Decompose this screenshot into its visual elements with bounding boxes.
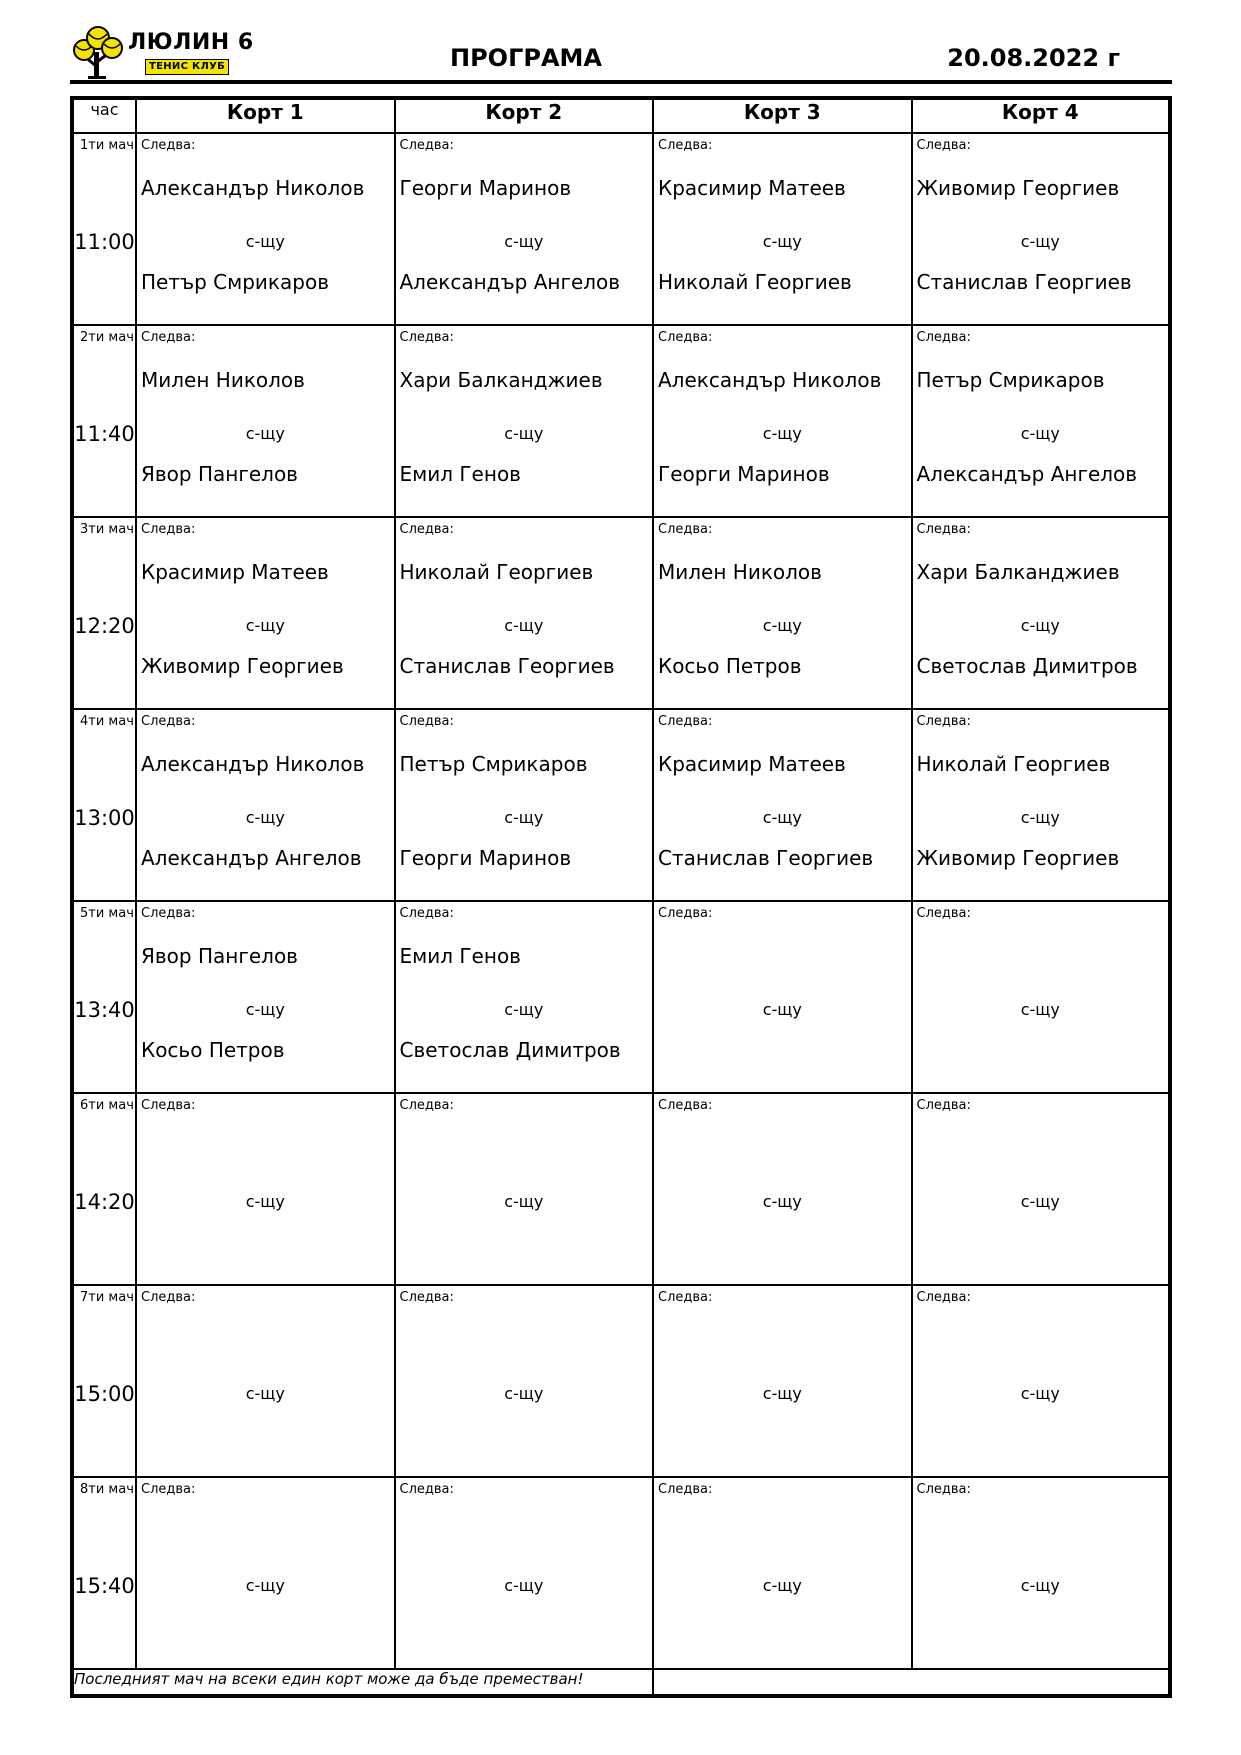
versus-label: с-щу <box>504 1576 544 1595</box>
next-label: Следва: <box>141 906 196 921</box>
versus-label: с-щу <box>504 616 544 635</box>
player-one-name: Красимир Матеев <box>141 560 329 584</box>
versus-label: с-щу <box>504 1000 544 1019</box>
versus-label: с-щу <box>762 1000 802 1019</box>
player-two-name: Николай Георгиев <box>658 270 852 294</box>
player-one-name: Петър Смрикаров <box>916 368 1105 392</box>
versus-label: с-щу <box>245 424 285 443</box>
player-two-name: Александър Ангелов <box>141 846 362 870</box>
versus-label: с-щу <box>245 1576 285 1595</box>
match-cell-court-1 <box>136 1285 395 1477</box>
versus-label: с-щу <box>762 424 802 443</box>
next-label: Следва: <box>399 1290 454 1305</box>
versus-label: с-щу <box>762 1192 802 1211</box>
match-number: 6ти мач <box>80 1098 134 1113</box>
match-time: 15:40 <box>74 1574 135 1598</box>
versus-label: с-щу <box>1020 1384 1060 1403</box>
match-cell-court-2 <box>395 1093 654 1285</box>
player-one-name: Александър Николов <box>658 368 882 392</box>
next-label: Следва: <box>141 522 196 537</box>
next-label: Следва: <box>658 138 713 153</box>
match-cell-court-2 <box>395 1285 654 1477</box>
club-logo <box>70 26 260 80</box>
tennis-ball-tree-icon <box>70 26 126 80</box>
player-two-name: Александър Ангелов <box>399 270 621 294</box>
versus-label: с-щу <box>504 1192 544 1211</box>
versus-label: с-щу <box>504 232 544 251</box>
schedule-body <box>72 133 1170 1669</box>
match-cell-court-3 <box>653 517 912 709</box>
next-label: Следва: <box>658 714 713 729</box>
match-cell-court-4 <box>912 1285 1171 1477</box>
match-time: 11:00 <box>74 230 135 254</box>
match-cell-court-3 <box>653 709 912 901</box>
next-label: Следва: <box>916 138 971 153</box>
next-label: Следва: <box>141 330 196 345</box>
match-cell-court-3 <box>653 325 912 517</box>
match-number: 2ти мач <box>80 330 134 345</box>
versus-label: с-щу <box>245 1384 285 1403</box>
match-time: 13:00 <box>74 806 135 830</box>
player-two-name: Косьо Петров <box>658 654 802 678</box>
match-cell-court-2 <box>395 901 654 1093</box>
match-time-cell <box>72 709 136 901</box>
player-one-name: Хари Балканджиев <box>916 560 1120 584</box>
versus-label: с-щу <box>245 616 285 635</box>
table-row <box>72 1477 1170 1669</box>
match-cell-court-1 <box>136 517 395 709</box>
match-time-cell <box>72 133 136 325</box>
next-label: Следва: <box>916 1290 971 1305</box>
table-row <box>72 1285 1170 1477</box>
court-header-2: Корт 2 <box>395 98 654 133</box>
next-label: Следва: <box>399 522 454 537</box>
next-label: Следва: <box>399 1098 454 1113</box>
table-row <box>72 517 1170 709</box>
table-row <box>72 1093 1170 1285</box>
versus-label: с-щу <box>245 232 285 251</box>
match-cell-court-4 <box>912 517 1171 709</box>
match-cell-court-4 <box>912 133 1171 325</box>
match-number: 7ти мач <box>80 1290 134 1305</box>
player-one-name: Николай Георгиев <box>399 560 594 584</box>
match-cell-court-2 <box>395 325 654 517</box>
match-cell-court-4 <box>912 709 1171 901</box>
player-two-name: Станислав Георгиев <box>658 846 874 870</box>
match-cell-court-4 <box>912 325 1171 517</box>
player-one-name: Красимир Матеев <box>658 752 846 776</box>
player-two-name: Георги Маринов <box>399 846 572 870</box>
table-row <box>72 325 1170 517</box>
match-cell-court-3 <box>653 1093 912 1285</box>
next-label: Следва: <box>658 522 713 537</box>
match-cell-court-1 <box>136 325 395 517</box>
next-label: Следва: <box>141 1482 196 1497</box>
page-title: ПРОГРАМА <box>450 44 602 72</box>
next-label: Следва: <box>141 1290 196 1305</box>
versus-label: с-щу <box>1020 1576 1060 1595</box>
player-one-name: Хари Балканджиев <box>399 368 603 392</box>
match-number: 5ти мач <box>80 906 134 921</box>
match-cell-court-1 <box>136 133 395 325</box>
match-time-cell <box>72 1093 136 1285</box>
player-two-name: Станислав Георгиев <box>916 270 1132 294</box>
player-two-name: Светослав Димитров <box>916 654 1138 678</box>
next-label: Следва: <box>916 906 971 921</box>
player-one-name: Петър Смрикаров <box>399 752 588 776</box>
versus-label: с-щу <box>1020 1000 1060 1019</box>
versus-label: с-щу <box>245 1000 285 1019</box>
next-label: Следва: <box>658 1482 713 1497</box>
player-two-name: Георги Маринов <box>658 462 830 486</box>
next-label: Следва: <box>141 138 196 153</box>
match-cell-court-3 <box>653 901 912 1093</box>
court-header-3: Корт 3 <box>653 98 912 133</box>
player-one-name: Милен Николов <box>141 368 305 392</box>
next-label: Следва: <box>916 714 971 729</box>
table-row <box>72 901 1170 1093</box>
versus-label: с-щу <box>762 616 802 635</box>
match-cell-court-2 <box>395 1477 654 1669</box>
match-time: 11:40 <box>74 422 135 446</box>
match-cell-court-2 <box>395 133 654 325</box>
player-one-name: Александър Николов <box>141 176 365 200</box>
player-two-name: Живомир Георгиев <box>141 654 344 678</box>
table-row <box>72 133 1170 325</box>
versus-label: с-щу <box>1020 616 1060 635</box>
match-number: 3ти мач <box>80 522 134 537</box>
schedule-table <box>70 96 1172 1698</box>
match-cell-court-4 <box>912 1477 1171 1669</box>
match-cell-court-1 <box>136 1093 395 1285</box>
player-two-name: Живомир Георгиев <box>916 846 1120 870</box>
next-label: Следва: <box>399 1482 454 1497</box>
next-label: Следва: <box>658 906 713 921</box>
versus-label: с-щу <box>504 808 544 827</box>
versus-label: с-щу <box>1020 424 1060 443</box>
next-label: Следва: <box>916 522 971 537</box>
player-one-name: Емил Генов <box>399 944 521 968</box>
next-label: Следва: <box>399 330 454 345</box>
versus-label: с-щу <box>245 808 285 827</box>
player-two-name: Станислав Георгиев <box>399 654 615 678</box>
versus-label: с-щу <box>504 424 544 443</box>
table-row <box>72 709 1170 901</box>
hour-column-header: час <box>72 98 136 133</box>
player-one-name: Явор Пангелов <box>141 944 298 968</box>
footer-row <box>72 1669 1170 1696</box>
footer-note: Последният мач на всеки един корт може да бъде преместван! <box>72 1669 653 1696</box>
versus-label: с-щу <box>1020 1192 1060 1211</box>
next-label: Следва: <box>658 330 713 345</box>
logo-name: ЛЮЛИН 6 <box>128 30 254 55</box>
next-label: Следва: <box>399 906 454 921</box>
match-cell-court-2 <box>395 709 654 901</box>
player-one-name: Милен Николов <box>658 560 822 584</box>
match-cell-court-4 <box>912 901 1171 1093</box>
versus-label: с-щу <box>762 1384 802 1403</box>
player-two-name: Явор Пангелов <box>141 462 298 486</box>
player-one-name: Красимир Матеев <box>658 176 846 200</box>
versus-label: с-щу <box>504 1384 544 1403</box>
match-cell-court-4 <box>912 1093 1171 1285</box>
match-number: 1ти мач <box>80 138 134 153</box>
match-number: 4ти мач <box>80 714 134 729</box>
match-number: 8ти мач <box>80 1482 134 1497</box>
versus-label: с-щу <box>1020 232 1060 251</box>
footer-empty-cell <box>653 1669 1170 1696</box>
header-row <box>72 98 1170 133</box>
match-time-cell <box>72 517 136 709</box>
match-cell-court-2 <box>395 517 654 709</box>
match-time: 13:40 <box>74 998 135 1022</box>
match-time: 15:00 <box>74 1382 135 1406</box>
match-cell-court-1 <box>136 1477 395 1669</box>
match-cell-court-1 <box>136 709 395 901</box>
next-label: Следва: <box>916 1482 971 1497</box>
match-cell-court-3 <box>653 133 912 325</box>
next-label: Следва: <box>658 1290 713 1305</box>
match-cell-court-1 <box>136 901 395 1093</box>
match-time-cell <box>72 901 136 1093</box>
next-label: Следва: <box>916 1098 971 1113</box>
match-cell-court-3 <box>653 1477 912 1669</box>
player-two-name: Петър Смрикаров <box>141 270 329 294</box>
player-one-name: Николай Георгиев <box>916 752 1111 776</box>
match-time: 12:20 <box>74 614 135 638</box>
versus-label: с-щу <box>762 1576 802 1595</box>
next-label: Следва: <box>399 138 454 153</box>
player-two-name: Косьо Петров <box>141 1038 285 1062</box>
schedule-date: 20.08.2022 г <box>947 44 1120 72</box>
versus-label: с-щу <box>1020 808 1060 827</box>
logo-club-label: ТЕНИС КЛУБ <box>145 59 229 75</box>
versus-label: с-щу <box>245 1192 285 1211</box>
player-two-name: Емил Генов <box>399 462 521 486</box>
page-header <box>70 26 1172 82</box>
player-one-name: Живомир Георгиев <box>916 176 1120 200</box>
header-divider <box>70 80 1172 84</box>
next-label: Следва: <box>399 714 454 729</box>
versus-label: с-щу <box>762 808 802 827</box>
player-one-name: Георги Маринов <box>399 176 572 200</box>
player-two-name: Светослав Димитров <box>399 1038 621 1062</box>
match-time-cell <box>72 325 136 517</box>
versus-label: с-щу <box>762 232 802 251</box>
player-two-name: Александър Ангелов <box>916 462 1138 486</box>
match-time-cell <box>72 1285 136 1477</box>
next-label: Следва: <box>658 1098 713 1113</box>
next-label: Следва: <box>141 714 196 729</box>
next-label: Следва: <box>916 330 971 345</box>
court-header-4: Корт 4 <box>912 98 1171 133</box>
court-header-1: Корт 1 <box>136 98 395 133</box>
match-time-cell <box>72 1477 136 1669</box>
match-cell-court-3 <box>653 1285 912 1477</box>
match-time: 14:20 <box>74 1190 135 1214</box>
player-one-name: Александър Николов <box>141 752 365 776</box>
next-label: Следва: <box>141 1098 196 1113</box>
